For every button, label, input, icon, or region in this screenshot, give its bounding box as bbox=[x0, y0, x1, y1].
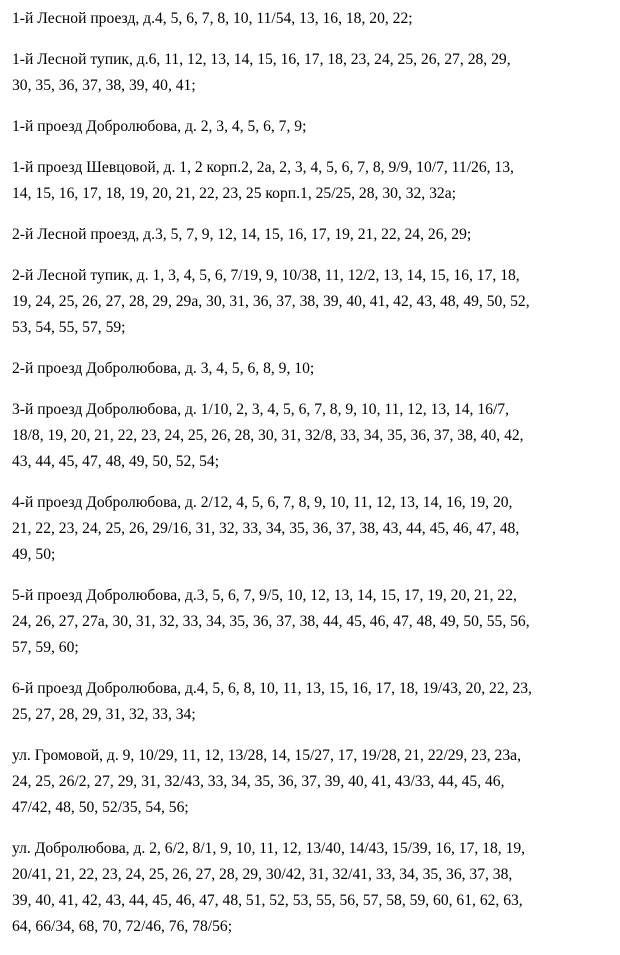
address-line: 1-й проезд Добролюбова, д. 2, 3, 4, 5, 6, 7, 9; bbox=[12, 118, 307, 135]
address-line: 18/8, 19, 20, 21, 22, 23, 24, 25, 26, 28, 30, 31, 32/8, 33, 34, 35, 36, 37, 38, 40, 42, bbox=[12, 427, 524, 444]
address-paragraph bbox=[12, 114, 612, 140]
address-line: 53, 54, 55, 57, 59; bbox=[12, 319, 126, 336]
address-line: 24, 26, 27, 27а, 30, 31, 32, 33, 34, 35, 36, 37, 38, 44, 45, 46, 47, 48, 49, 50, 55, 56, bbox=[12, 613, 530, 630]
address-line: 2-й Лесной тупик, д. 1, 3, 4, 5, 6, 7/19, 9, 10/38, 11, 12/2, 13, 14, 15, 16, 17, 18, bbox=[12, 267, 520, 284]
address-line: 30, 35, 36, 37, 38, 39, 40, 41; bbox=[12, 77, 196, 94]
address-line: 6-й проезд Добролюбова, д.4, 5, 6, 8, 10, 11, 13, 15, 16, 17, 18, 19/43, 20, 22, 23, bbox=[12, 680, 532, 697]
address-line: 1-й Лесной проезд, д.4, 5, 6, 7, 8, 10, 11/54, 13, 16, 18, 20, 22; bbox=[12, 10, 413, 27]
address-paragraph bbox=[12, 397, 612, 475]
address-line: 3-й проезд Добролюбова, д. 1/10, 2, 3, 4, 5, 6, 7, 8, 9, 10, 11, 12, 13, 14, 16/7, bbox=[12, 401, 509, 418]
address-line: 21, 22, 23, 24, 25, 26, 29/16, 31, 32, 33, 34, 35, 36, 37, 38, 43, 44, 45, 46, 47, 48, bbox=[12, 520, 520, 537]
address-line: ул. Добролюбова, д. 2, 6/2, 8/1, 9, 10, 11, 12, 13/40, 14/43, 15/39, 16, 17, 18, 19, bbox=[12, 840, 526, 857]
address-list-document bbox=[12, 6, 612, 955]
address-line: 64, 66/34, 68, 70, 72/46, 76, 78/56; bbox=[12, 918, 233, 935]
address-paragraph bbox=[12, 263, 612, 341]
address-paragraph bbox=[12, 676, 612, 728]
address-line: 14, 15, 16, 17, 18, 19, 20, 21, 22, 23, 25 корп.1, 25/25, 28, 30, 32, 32а; bbox=[12, 185, 456, 202]
address-line: 39, 40, 41, 42, 43, 44, 45, 46, 47, 48, 51, 52, 53, 55, 56, 57, 58, 59, 60, 61, 62, 63, bbox=[12, 892, 523, 909]
address-paragraph bbox=[12, 47, 612, 99]
address-line: 49, 50; bbox=[12, 546, 56, 563]
address-paragraph bbox=[12, 490, 612, 568]
address-paragraph bbox=[12, 222, 612, 248]
address-paragraph bbox=[12, 356, 612, 382]
address-line: 1-й Лесной тупик, д.6, 11, 12, 13, 14, 15, 16, 17, 18, 23, 24, 25, 26, 27, 28, 29, bbox=[12, 51, 511, 68]
address-paragraph bbox=[12, 6, 612, 32]
address-line: 57, 59, 60; bbox=[12, 639, 79, 656]
address-paragraph bbox=[12, 743, 612, 821]
address-line: 20/41, 21, 22, 23, 24, 25, 26, 27, 28, 29, 30/42, 31, 32/41, 33, 34, 35, 36, 37, 38, bbox=[12, 866, 513, 883]
address-line: 2-й Лесной проезд, д.3, 5, 7, 9, 12, 14, 15, 16, 17, 19, 21, 22, 24, 26, 29; bbox=[12, 226, 472, 243]
address-paragraph bbox=[12, 583, 612, 661]
address-line: 5-й проезд Добролюбова, д.3, 5, 6, 7, 9/5, 10, 12, 13, 14, 15, 17, 19, 20, 21, 22, bbox=[12, 587, 517, 604]
address-line: 25, 27, 28, 29, 31, 32, 33, 34; bbox=[12, 706, 196, 723]
address-line: 1-й проезд Шевцовой, д. 1, 2 корп.2, 2а, 2, 3, 4, 5, 6, 7, 8, 9/9, 10/7, 11/26, 13, bbox=[12, 159, 514, 176]
address-line: 43, 44, 45, 47, 48, 49, 50, 52, 54; bbox=[12, 453, 220, 470]
address-line: 19, 24, 25, 26, 27, 28, 29, 29а, 30, 31, 36, 37, 38, 39, 40, 41, 42, 43, 48, 49, 50, 52, bbox=[12, 293, 530, 310]
address-line: 2-й проезд Добролюбова, д. 3, 4, 5, 6, 8, 9, 10; bbox=[12, 360, 315, 377]
address-line: 47/42, 48, 50, 52/35, 54, 56; bbox=[12, 799, 189, 816]
address-paragraph bbox=[12, 155, 612, 207]
address-line: 4-й проезд Добролюбова, д. 2/12, 4, 5, 6, 7, 8, 9, 10, 11, 12, 13, 14, 16, 19, 20, bbox=[12, 494, 513, 511]
address-line: 24, 25, 26/2, 27, 29, 31, 32/43, 33, 34, 35, 36, 37, 39, 40, 41, 43/33, 44, 45, 46, bbox=[12, 773, 505, 790]
address-line: ул. Громовой, д. 9, 10/29, 11, 12, 13/28, 14, 15/27, 17, 19/28, 21, 22/29, 23, 23а, bbox=[12, 747, 521, 764]
address-paragraph bbox=[12, 836, 612, 940]
